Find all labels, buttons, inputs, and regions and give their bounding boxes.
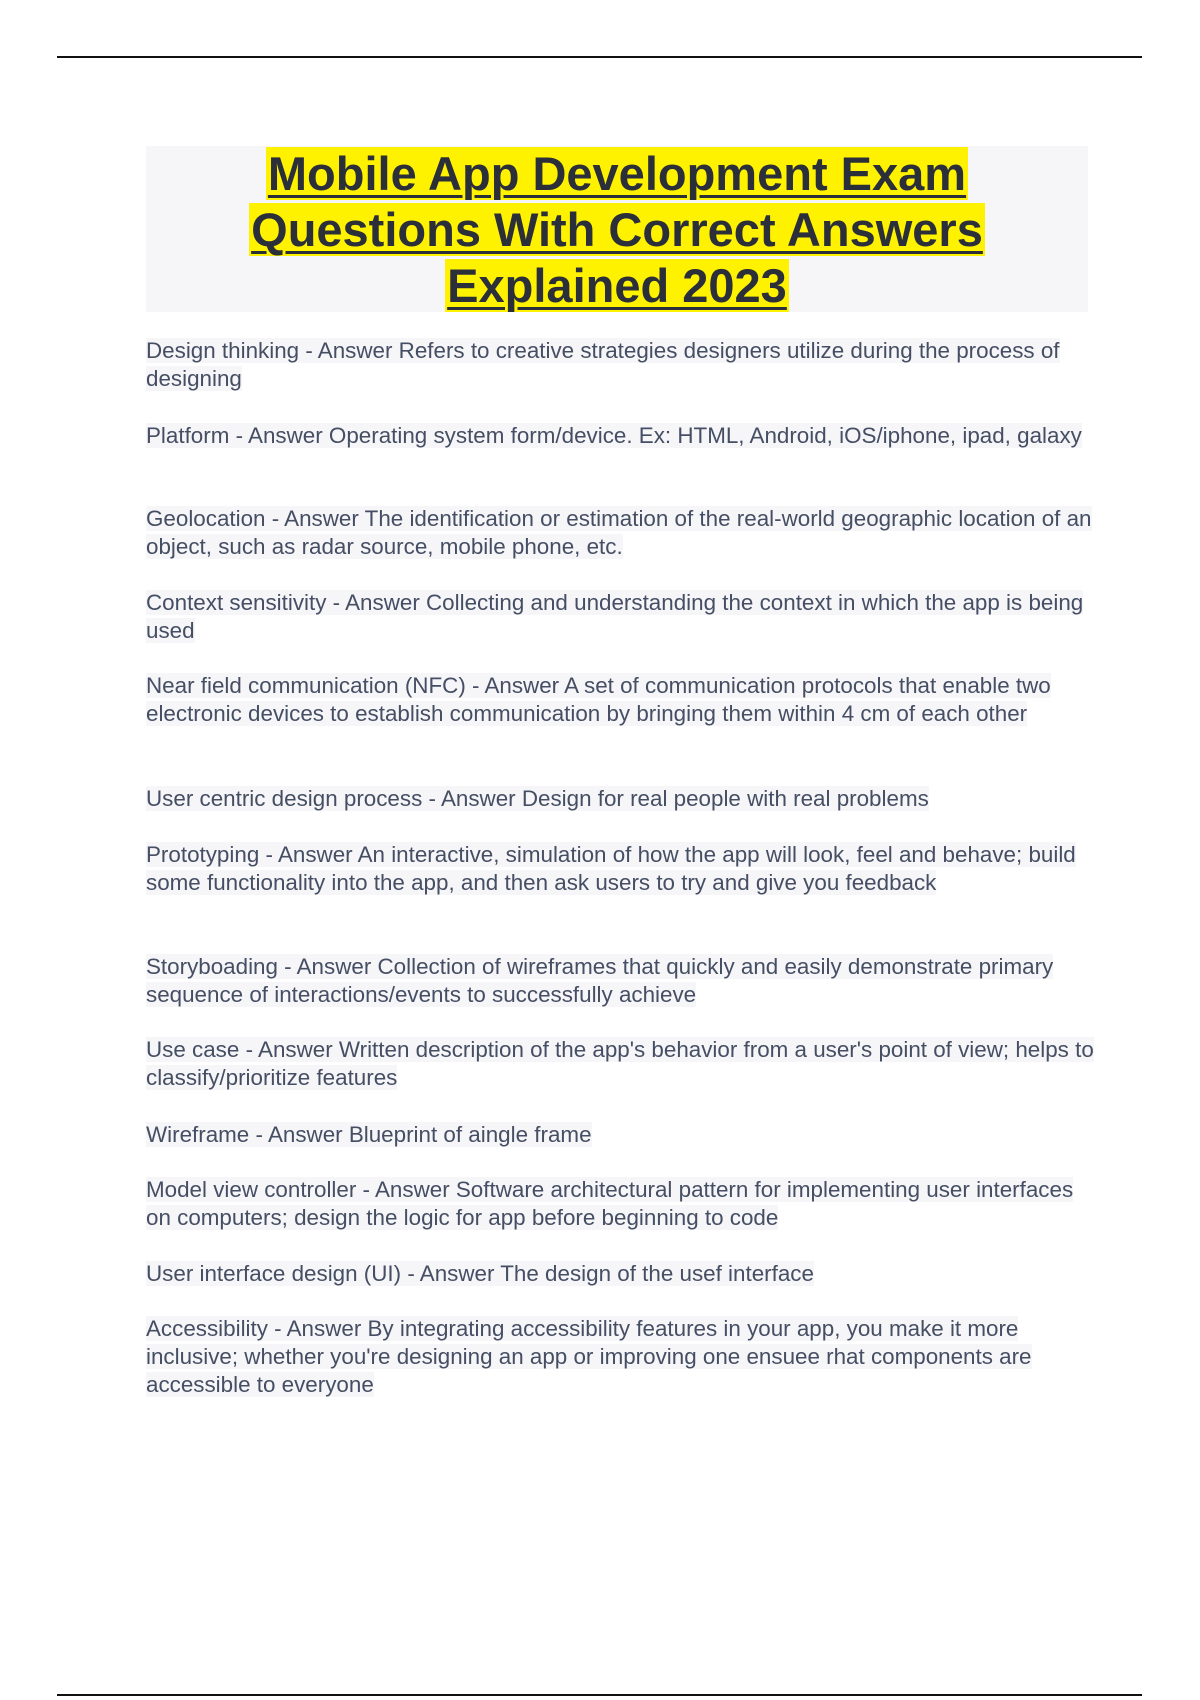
qa-answer: Answer Collecting and understanding the context in which the app is being used: [146, 590, 1084, 643]
qa-entry: Wireframe - Answer Blueprint of aingle frame: [146, 1122, 592, 1147]
qa-term: Storyboading: [146, 954, 278, 979]
qa-answer: Answer Design for real people with real problems: [440, 786, 929, 811]
qa-answer: Answer The identification or estimation of the real-world geographic location of an object, such as radar source, mobile phone, etc.: [146, 506, 1092, 559]
qa-entry: Platform - Answer Operating system form/device. Ex: HTML, Android, iOS/iphone, ipad, galaxy: [146, 423, 1082, 448]
qa-answer: Answer Collection of wireframes that quickly and easily demonstrate primary sequence of interactions/events to successfully achieve: [146, 954, 1054, 1007]
qa-entry: Geolocation - Answer The identification or estimation of the real-world geographic location of an object, such as radar source, mobile phone, etc.: [146, 506, 1092, 559]
qa-term: User interface design (UI): [146, 1261, 402, 1286]
qa-term: Context sensitivity: [146, 590, 327, 615]
qa-answer: Answer Blueprint of aingle frame: [267, 1122, 592, 1147]
qa-term: Prototyping: [146, 842, 260, 867]
title-line-2: Questions With Correct Answers: [251, 203, 983, 256]
qa-term: Model view controller: [146, 1177, 357, 1202]
qa-answer: Answer Operating system form/device. Ex: HTML, Android, iOS/iphone, ipad, galaxy: [248, 423, 1082, 448]
qa-answer: Answer The design of the usef interface: [419, 1261, 814, 1286]
top-rule: [57, 56, 1142, 58]
qa-term: Near field communication (NFC): [146, 673, 466, 698]
qa-answer: Answer Software architectural pattern for implementing user interfaces on computers; design the logic for app before beginning to code: [146, 1177, 1074, 1230]
title-line-1: Mobile App Development Exam: [267, 147, 967, 200]
qa-entry: User interface design (UI) - Answer The design of the usef interface: [146, 1261, 814, 1286]
qa-entry: Near field communication (NFC) - Answer A set of communication protocols that enable two electronic devices to establish communication by bringing them within 4 cm of each other: [146, 673, 1051, 726]
document-title: [146, 146, 1088, 314]
qa-answer: Answer A set of communication protocols that enable two electronic devices to establish communication by bringing them within 4 cm of each other: [146, 673, 1051, 726]
qa-entry: Model view controller - Answer Software architectural pattern for implementing user interfaces on computers; design the logic for app before beginning to code: [146, 1177, 1074, 1230]
qa-answer: Answer Refers to creative strategies designers utilize during the process of designing: [146, 338, 1060, 391]
bottom-rule: [57, 1694, 1142, 1696]
qa-entry: Accessibility - Answer By integrating accessibility features in your app, you make it more inclusive; whether you're designing an app or improving one ensuee rhat components are accessible to everyone: [146, 1316, 1032, 1397]
qa-term: Design thinking: [146, 338, 300, 363]
qa-answer: Answer An interactive, simulation of how the app will look, feel and behave; build some functionality into the app, and then ask users to try and give you feedback: [146, 842, 1076, 895]
qa-term: Use case: [146, 1037, 240, 1062]
qa-term: Wireframe: [146, 1122, 250, 1147]
qa-entry: Design thinking - Answer Refers to creative strategies designers utilize during the process of designing: [146, 338, 1060, 391]
qa-entry: Storyboading - Answer Collection of wireframes that quickly and easily demonstrate primary sequence of interactions/events to successfully achieve: [146, 954, 1054, 1007]
qa-answer: Answer Written description of the app's behavior from a user's point of view; helps to classify/prioritize features: [146, 1037, 1094, 1090]
qa-entry: User centric design process - Answer Design for real people with real problems: [146, 786, 929, 811]
qa-entry: Context sensitivity - Answer Collecting and understanding the context in which the app is being used: [146, 590, 1084, 643]
qa-term: Platform: [146, 423, 230, 448]
qa-entry: Use case - Answer Written description of the app's behavior from a user's point of view; helps to classify/prioritize features: [146, 1037, 1094, 1090]
title-line-3: Explained 2023: [447, 259, 787, 312]
title-block: [146, 146, 1088, 312]
qa-answer: Answer By integrating accessibility features in your app, you make it more inclusive; whether you're designing an app or improving one ensuee rhat components are accessible to everyone: [146, 1316, 1032, 1397]
qa-entry: Prototyping - Answer An interactive, simulation of how the app will look, feel and behave; build some functionality into the app, and then ask users to try and give you feedback: [146, 842, 1076, 895]
qa-term: Accessibility: [146, 1316, 268, 1341]
qa-term: User centric design process: [146, 786, 423, 811]
qa-term: Geolocation: [146, 506, 266, 531]
